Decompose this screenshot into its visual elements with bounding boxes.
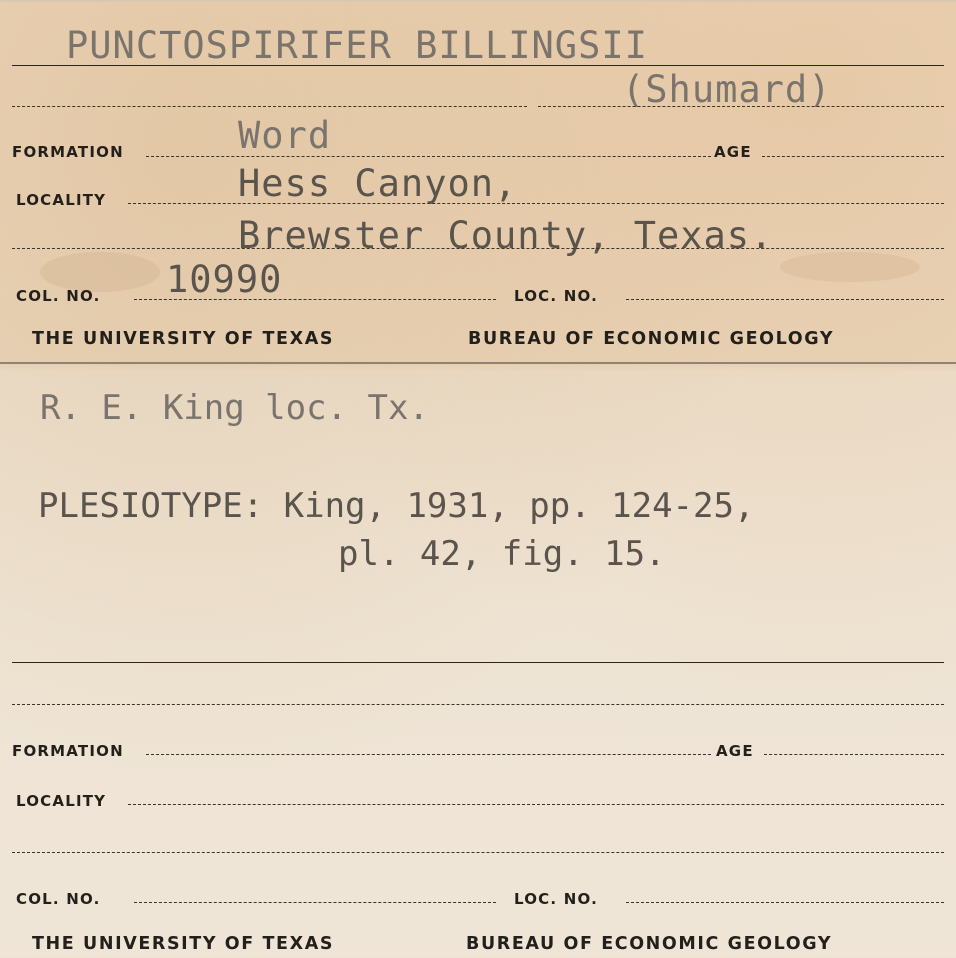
col-no-label: COL. NO. [16, 890, 101, 908]
formation-label: FORMATION [12, 742, 124, 760]
species-name: PUNCTOSPIRIFER BILLINGSII [66, 24, 648, 67]
age-label: AGE [716, 742, 754, 760]
formation-label: FORMATION [12, 143, 124, 161]
col-no-rule [134, 299, 496, 300]
title-rule [12, 662, 944, 663]
author-rule-right [538, 106, 944, 107]
locality-label: LOCALITY [16, 191, 107, 209]
age-rule [764, 754, 944, 755]
note-plate-figure: pl. 42, fig. 15. [338, 534, 666, 574]
col-no-value: 10990 [166, 258, 283, 301]
locality-rule [128, 203, 944, 204]
note-collector: R. E. King loc. Tx. [40, 388, 429, 428]
author-rule [12, 704, 944, 705]
loc-no-rule [626, 902, 944, 903]
loc-no-rule [626, 299, 944, 300]
footer-university: THE UNIVERSITY OF TEXAS [32, 329, 335, 349]
formation-value: Word [238, 114, 332, 157]
bottom-label-form [0, 364, 956, 958]
locality-line-1: Hess Canyon, [238, 162, 518, 205]
footer-bureau: BUREAU OF ECONOMIC GEOLOGY [466, 934, 833, 954]
locality-rule-2 [12, 852, 944, 853]
col-no-rule [134, 902, 496, 903]
species-author: (Shumard) [622, 68, 832, 111]
locality-rule-2 [12, 248, 944, 249]
formation-rule [146, 156, 711, 157]
age-rule [762, 156, 944, 157]
col-no-label: COL. NO. [16, 287, 101, 305]
author-rule-left [12, 106, 527, 107]
top-label-form [0, 2, 956, 364]
title-rule [12, 65, 944, 66]
note-plesiotype: PLESIOTYPE: King, 1931, pp. 124-25, [38, 486, 755, 526]
age-label: AGE [714, 143, 752, 161]
loc-no-label: LOC. NO. [514, 890, 598, 908]
locality-line-2: Brewster County, Texas. [238, 214, 774, 257]
footer-bureau: BUREAU OF ECONOMIC GEOLOGY [468, 329, 835, 349]
locality-rule [128, 804, 944, 805]
loc-no-label: LOC. NO. [514, 287, 598, 305]
formation-rule [146, 754, 711, 755]
locality-label: LOCALITY [16, 792, 107, 810]
footer-university: THE UNIVERSITY OF TEXAS [32, 934, 335, 954]
